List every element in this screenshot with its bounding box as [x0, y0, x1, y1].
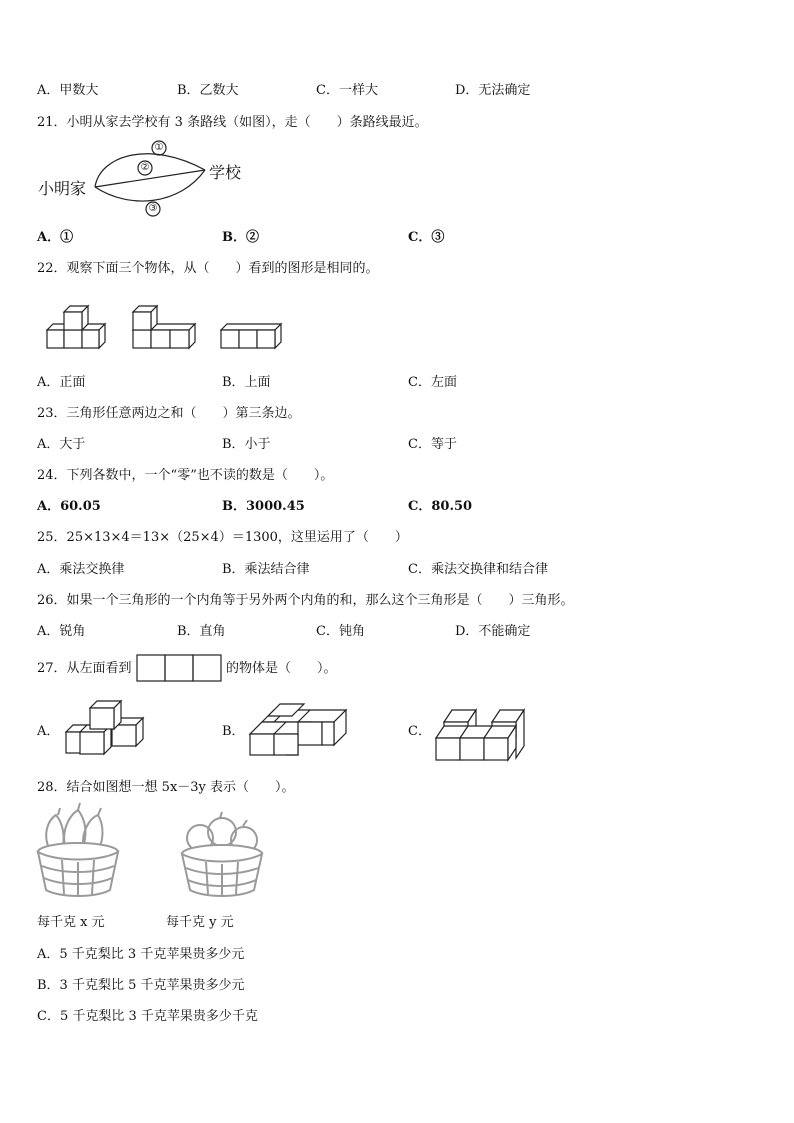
q22-option-a: A．正面 — [37, 375, 86, 390]
q27-stem-after: 的物体是（ ）。 — [226, 661, 337, 676]
q20-option-c: C．一样大 — [316, 83, 378, 98]
q20-option-d: D．无法确定 — [455, 83, 531, 98]
q20-option-a: A．甲数大 — [37, 83, 99, 98]
q21-option-c: C．③ — [408, 230, 445, 245]
q21-option-b: B．② — [222, 230, 259, 245]
q26-option-c: C．钝角 — [316, 624, 365, 639]
q26-option-d: D．不能确定 — [455, 624, 531, 639]
q27-option-c: C． — [408, 724, 431, 739]
q21-school-label: 学校 — [209, 163, 242, 182]
q28-stem: 28．结合如图想一想 5x－3y 表示（ ）。 — [37, 780, 295, 795]
q21-option-a: A．① — [37, 230, 74, 245]
q26-stem: 26．如果一个三角形的一个内角等于另外两个内角的和，那么这个三角形是（ ）三角形。 — [37, 593, 574, 608]
q21-route-1-label: ① — [154, 142, 164, 153]
q28-option-b: B．3 千克梨比 5 千克苹果贵多少元 — [37, 978, 245, 993]
q23-stem: 23．三角形任意两边之和（ ）第三条边。 — [37, 406, 301, 421]
q28-option-c: C．5 千克梨比 3 千克苹果贵多少千克 — [37, 1009, 258, 1024]
q21-route-3-label: ③ — [148, 203, 158, 214]
q22-option-b: B．上面 — [222, 375, 271, 390]
q25-option-a: A．乘法交换律 — [37, 562, 125, 577]
q22-stem: 22．观察下面三个物体，从（ ）看到的图形是相同的。 — [37, 261, 379, 276]
q21-stem: 21．小明从家去学校有 3 条路线（如图），走（ ）条路线最近。 — [37, 115, 428, 130]
q28-apple-basket-image — [0, 0, 280, 900]
q25-option-b: B．乘法结合律 — [222, 562, 310, 577]
q24-option-b: B．3000.45 — [222, 499, 305, 514]
q22-option-c: C．左面 — [408, 375, 457, 390]
q23-option-b: B．小于 — [222, 437, 271, 452]
q24-stem: 24．下列各数中，一个“零”也不读的数是（ ）。 — [37, 468, 334, 483]
q27-stem-before: 27．从左面看到 — [37, 661, 132, 676]
q27-option-a: A． — [37, 724, 60, 739]
q23-option-c: C．等于 — [408, 437, 457, 452]
q26-option-a: A．锐角 — [37, 624, 86, 639]
q28-apple-price-label: 每千克 y 元 — [166, 915, 234, 930]
q25-option-c: C．乘法交换律和结合律 — [408, 562, 548, 577]
q21-route-2-label: ② — [140, 162, 150, 173]
q28-pear-price-label: 每千克 x 元 — [37, 915, 105, 930]
q21-home-label: 小明家 — [38, 179, 87, 198]
q28-option-a: A．5 千克梨比 3 千克苹果贵多少元 — [37, 947, 245, 962]
q20-option-b: B．乙数大 — [177, 83, 239, 98]
q23-option-a: A．大于 — [37, 437, 86, 452]
q27-option-b: B． — [222, 724, 245, 739]
q24-option-a: A．60.05 — [37, 499, 101, 514]
q24-option-c: C．80.50 — [408, 499, 473, 514]
q26-option-b: B．直角 — [177, 624, 226, 639]
q25-stem: 25．25×13×4＝13×（25×4）＝1300，这里运用了（ ） — [37, 530, 408, 545]
